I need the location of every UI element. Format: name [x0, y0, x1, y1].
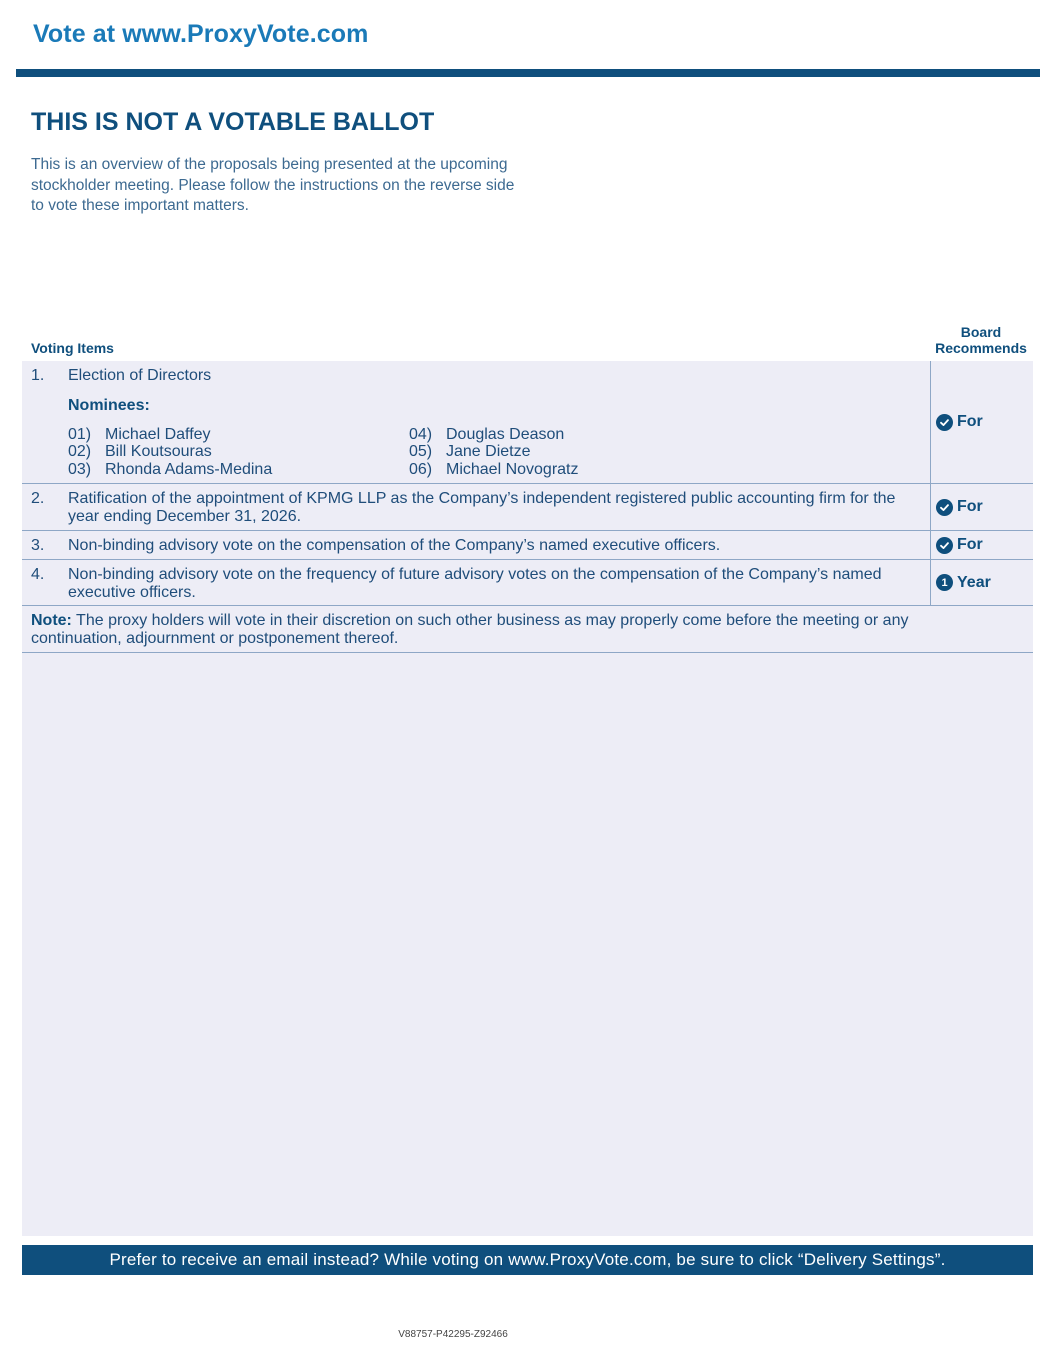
item-text: Non-binding advisory vote on the compensation of the Company’s named executive officers.	[68, 537, 721, 554]
note-text	[31, 612, 926, 647]
nominee: 05) Jane Dietze	[409, 443, 531, 460]
email-delivery-banner: Prefer to receive an email instead? While voting on www.ProxyVote.com, be sure to click “Delivery Settings”.	[22, 1245, 1033, 1275]
board-recommends-line1: Board	[960, 324, 1002, 340]
voting-item-3	[22, 531, 1033, 560]
board-recommends-header	[930, 324, 1032, 356]
note-body: The proxy holders will vote in their discretion on such other business as may properly come before the meeting or any continuation, adjournment or postponement thereof.	[31, 612, 909, 647]
item-text: Ratification of the appointment of KPMG LLP as the Company’s independent registered public accounting firm for the year ending December 31, 2026.	[68, 490, 896, 525]
recommendation-text: For	[957, 498, 983, 515]
recommendation-text: For	[957, 536, 983, 553]
recommendation-cell	[930, 484, 1033, 530]
notice-title: THIS IS NOT A VOTABLE BALLOT	[31, 108, 435, 136]
nominee: 01) Michael Daffey	[68, 426, 211, 443]
voting-items-header: Voting Items	[31, 340, 114, 356]
note-row	[22, 606, 1033, 653]
board-recommends-line2: Recommends	[935, 340, 1027, 356]
item-number: 3.	[31, 537, 45, 554]
nominee: 06) Michael Novogratz	[409, 461, 579, 478]
recommendation-cell	[930, 560, 1033, 605]
nominee: 03) Rhonda Adams-Medina	[68, 461, 273, 478]
check-circle-icon	[936, 537, 953, 554]
voting-item-1	[22, 361, 1033, 484]
item-text: Election of Directors	[68, 367, 212, 384]
voting-item-4	[22, 560, 1033, 606]
header-title: Vote at www.ProxyVote.com	[33, 20, 369, 48]
number-one-circle-icon: 1	[936, 574, 953, 591]
nominee: 02) Bill Koutsouras	[68, 443, 212, 460]
recommendation-text: Year	[957, 573, 991, 591]
intro-text: This is an overview of the proposals being presented at the upcoming stockholder meeting. Please follow the instructions on the reverse side to vote these important matters.	[31, 156, 515, 214]
recommendation-text: For	[957, 413, 983, 430]
item-number: 2.	[31, 490, 45, 507]
item-text: Non-binding advisory vote on the frequency of future advisory votes on the compensation of the Company’s named executive officers.	[68, 566, 882, 601]
nominee: 04) Douglas Deason	[409, 426, 565, 443]
item-number: 1.	[31, 367, 45, 384]
check-circle-icon	[936, 414, 953, 431]
header-divider	[16, 69, 1040, 77]
recommendation-cell	[930, 361, 1033, 483]
control-code: V88757-P42295-Z92466	[398, 1329, 508, 1340]
note-label: Note:	[31, 612, 72, 629]
recommendation-cell	[930, 531, 1033, 559]
nominees-label: Nominees:	[68, 397, 150, 414]
check-circle-icon	[936, 499, 953, 516]
voting-item-2	[22, 484, 1033, 531]
item-number: 4.	[31, 566, 45, 583]
